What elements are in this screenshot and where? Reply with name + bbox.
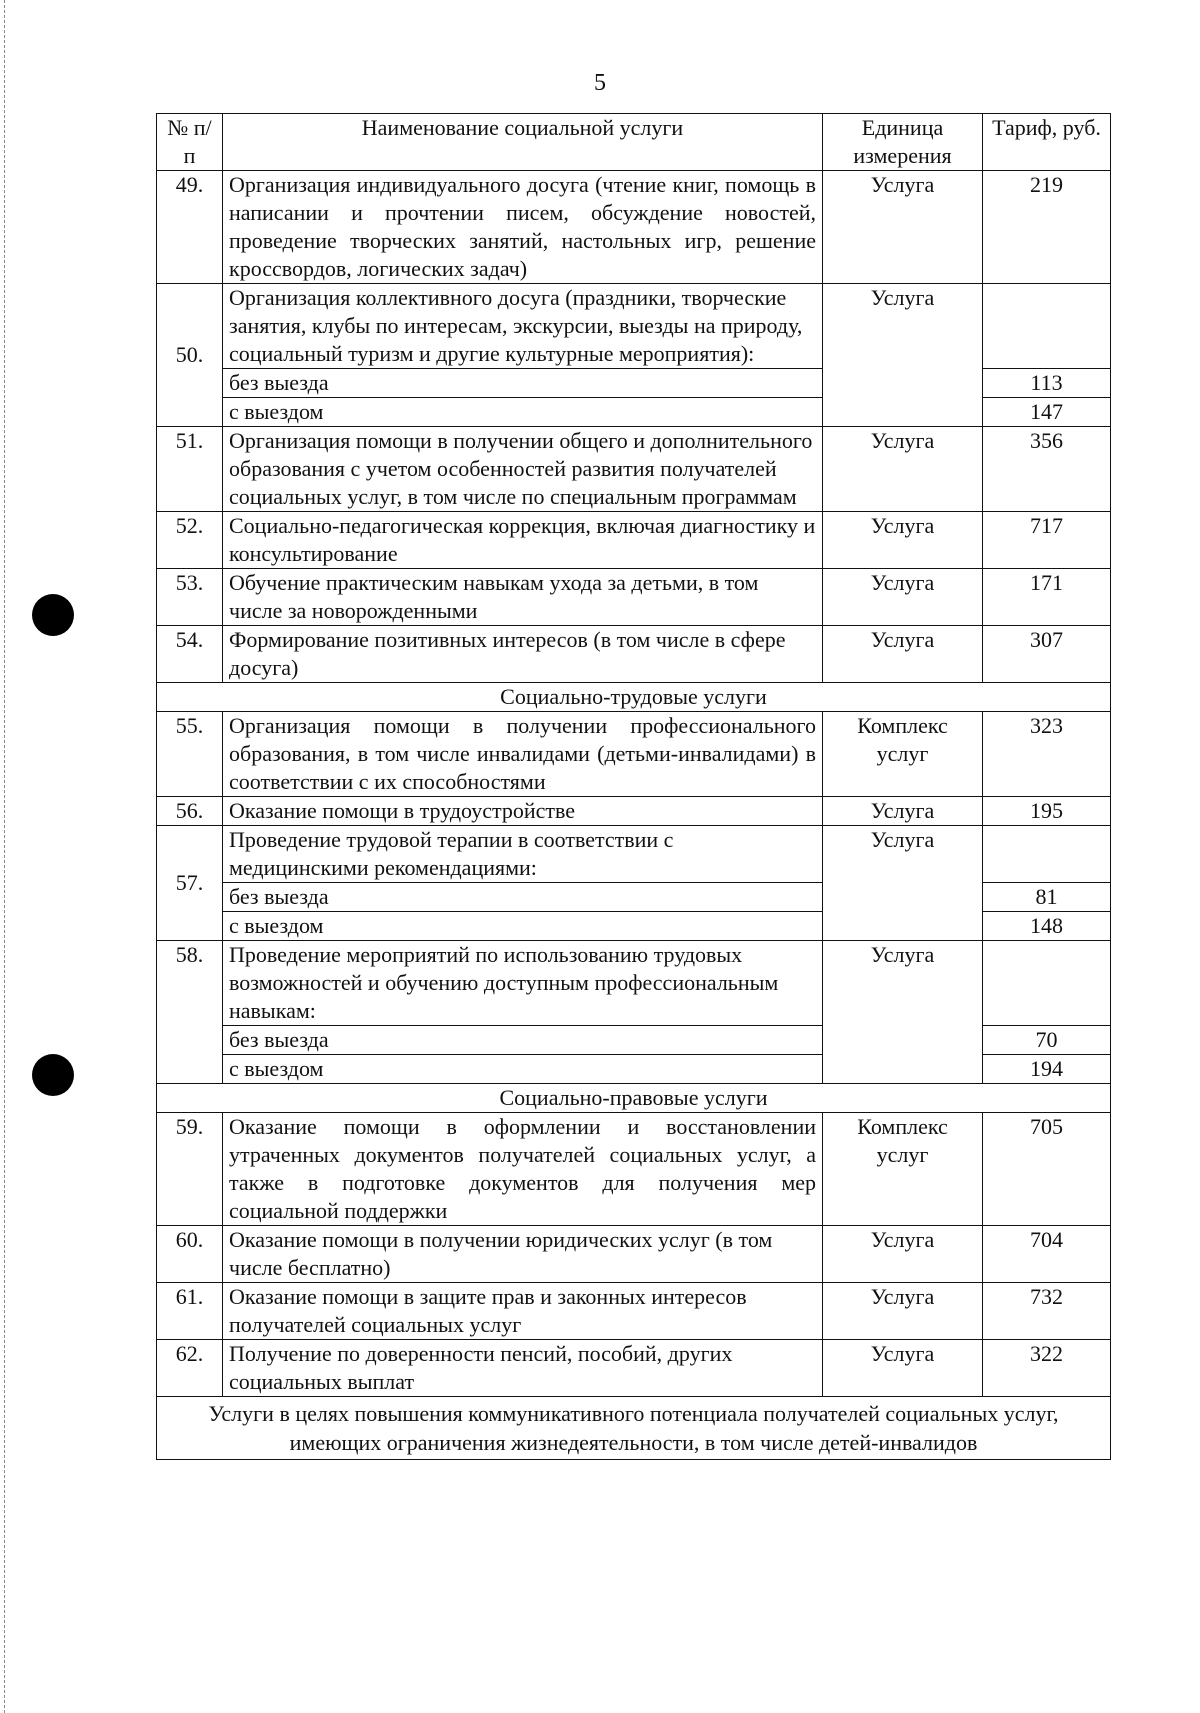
service-unit: Услуга	[823, 1283, 983, 1340]
row-number: 61.	[157, 1283, 223, 1340]
service-subitem: с выездом	[223, 1055, 823, 1084]
table-row	[157, 1340, 1111, 1397]
service-name: Оказание помощи в оформлении и восстановлении утраченных документов получателей социальных услуг, а также в подготовке документов для получения мер социальной поддержки	[223, 1113, 823, 1226]
service-subitem: с выездом	[223, 912, 823, 941]
service-subitem: с выездом	[223, 398, 823, 427]
service-tariff: 195	[983, 797, 1111, 826]
table-row	[157, 427, 1111, 512]
service-unit: Услуга	[823, 569, 983, 626]
service-name: Социально-педагогическая коррекция, включая диагностику и консультирование	[223, 512, 823, 569]
header-number: № п/п	[157, 114, 223, 171]
binding-edge-line	[4, 0, 5, 1713]
service-unit: Услуга	[823, 171, 983, 284]
punch-hole	[32, 1054, 74, 1096]
service-unit: Услуга	[823, 941, 983, 1084]
service-unit: Услуга	[823, 1226, 983, 1283]
service-name: Оказание помощи в трудоустройстве	[223, 797, 823, 826]
row-number: 52.	[157, 512, 223, 569]
service-name: Формирование позитивных интересов (в том числе в сфере досуга)	[223, 626, 823, 683]
service-unit: Услуга	[823, 512, 983, 569]
service-tariff-empty	[983, 941, 1111, 1026]
table-row	[157, 712, 1111, 797]
service-subitem: без выезда	[223, 1026, 823, 1055]
service-tariff: 704	[983, 1226, 1111, 1283]
service-tariff: 322	[983, 1340, 1111, 1397]
table-row	[157, 797, 1111, 826]
service-unit: Услуга	[823, 626, 983, 683]
row-number: 53.	[157, 569, 223, 626]
service-unit: Комплекс услуг	[823, 712, 983, 797]
row-number: 58.	[157, 941, 223, 1084]
section-heading: Социально-правовые услуги	[157, 1084, 1111, 1113]
row-number: 51.	[157, 427, 223, 512]
punch-hole	[32, 594, 74, 636]
service-name: Обучение практическим навыкам ухода за детьми, в том числе за новорожденными	[223, 569, 823, 626]
section-heading: Услуги в целях повышения коммуникативного потенциала получателей социальных услуг, имеющих ограничения жизнедеятельности, в том числе детей-инвалидов	[157, 1397, 1111, 1460]
service-tariff-empty	[983, 826, 1111, 883]
service-tariff: 705	[983, 1113, 1111, 1226]
table-row	[157, 171, 1111, 284]
section-heading-row	[157, 1084, 1111, 1113]
service-name: Получение по доверенности пенсий, пособий, других социальных выплат	[223, 1340, 823, 1397]
service-name: Проведение трудовой терапии в соответствии с медицинскими рекомендациями:	[223, 826, 823, 883]
table-row	[157, 941, 1111, 1026]
service-subitem: без выезда	[223, 369, 823, 398]
services-tariff-table	[156, 113, 1111, 1460]
row-number: 55.	[157, 712, 223, 797]
service-tariff: 356	[983, 427, 1111, 512]
page-number: 5	[594, 70, 606, 96]
service-unit: Услуга	[823, 797, 983, 826]
service-subitem: без выезда	[223, 883, 823, 912]
service-tariff: 194	[983, 1055, 1111, 1084]
service-tariff: 307	[983, 626, 1111, 683]
service-name: Оказание помощи в получении юридических услуг (в том числе бесплатно)	[223, 1226, 823, 1283]
row-number: 50.	[157, 284, 223, 427]
row-number: 54.	[157, 626, 223, 683]
table-row	[157, 284, 1111, 369]
header-unit: Единица измерения	[823, 114, 983, 171]
table-header-row	[157, 114, 1111, 171]
table-row	[157, 626, 1111, 683]
service-name: Организация индивидуального досуга (чтение книг, помощь в написании и прочтении писем, обсуждение новостей, проведение творческих занятий, настольных игр, решение кроссвордов, логических задач)	[223, 171, 823, 284]
section-heading: Социально-трудовые услуги	[157, 683, 1111, 712]
table-row	[157, 512, 1111, 569]
service-unit: Услуга	[823, 826, 983, 941]
service-tariff: 148	[983, 912, 1111, 941]
table-row	[157, 569, 1111, 626]
row-number: 57.	[157, 826, 223, 941]
row-number: 62.	[157, 1340, 223, 1397]
service-name: Оказание помощи в защите прав и законных интересов получателей социальных услуг	[223, 1283, 823, 1340]
header-tariff: Тариф, руб.	[983, 114, 1111, 171]
service-tariff: 219	[983, 171, 1111, 284]
service-name: Проведение мероприятий по использованию трудовых возможностей и обучению доступным профессиональным навыкам:	[223, 941, 823, 1026]
section-heading-row	[157, 1397, 1111, 1460]
header-name: Наименование социальной услуги	[223, 114, 823, 171]
service-unit: Услуга	[823, 427, 983, 512]
service-name: Организация помощи в получении общего и дополнительного образования с учетом особенностей развития получателей социальных услуг, в том числе по специальным программам	[223, 427, 823, 512]
service-name: Организация помощи в получении профессионального образования, в том числе инвалидами (детьми-инвалидами) в соответствии с их способностями	[223, 712, 823, 797]
service-tariff: 323	[983, 712, 1111, 797]
service-tariff-empty	[983, 284, 1111, 369]
table-row	[157, 1283, 1111, 1340]
service-tariff: 147	[983, 398, 1111, 427]
row-number: 59.	[157, 1113, 223, 1226]
row-number: 56.	[157, 797, 223, 826]
service-unit: Услуга	[823, 284, 983, 427]
table-row	[157, 1113, 1111, 1226]
service-tariff: 717	[983, 512, 1111, 569]
service-unit: Комплекс услуг	[823, 1113, 983, 1226]
service-tariff: 732	[983, 1283, 1111, 1340]
service-tariff: 113	[983, 369, 1111, 398]
service-tariff: 171	[983, 569, 1111, 626]
row-number: 60.	[157, 1226, 223, 1283]
service-name: Организация коллективного досуга (праздники, творческие занятия, клубы по интересам, экскурсии, выезды на природу, социальный туризм и другие культурные мероприятия):	[223, 284, 823, 369]
row-number: 49.	[157, 171, 223, 284]
table-row	[157, 1226, 1111, 1283]
service-tariff: 70	[983, 1026, 1111, 1055]
section-heading-row	[157, 683, 1111, 712]
service-tariff: 81	[983, 883, 1111, 912]
service-unit: Услуга	[823, 1340, 983, 1397]
table-row	[157, 826, 1111, 883]
